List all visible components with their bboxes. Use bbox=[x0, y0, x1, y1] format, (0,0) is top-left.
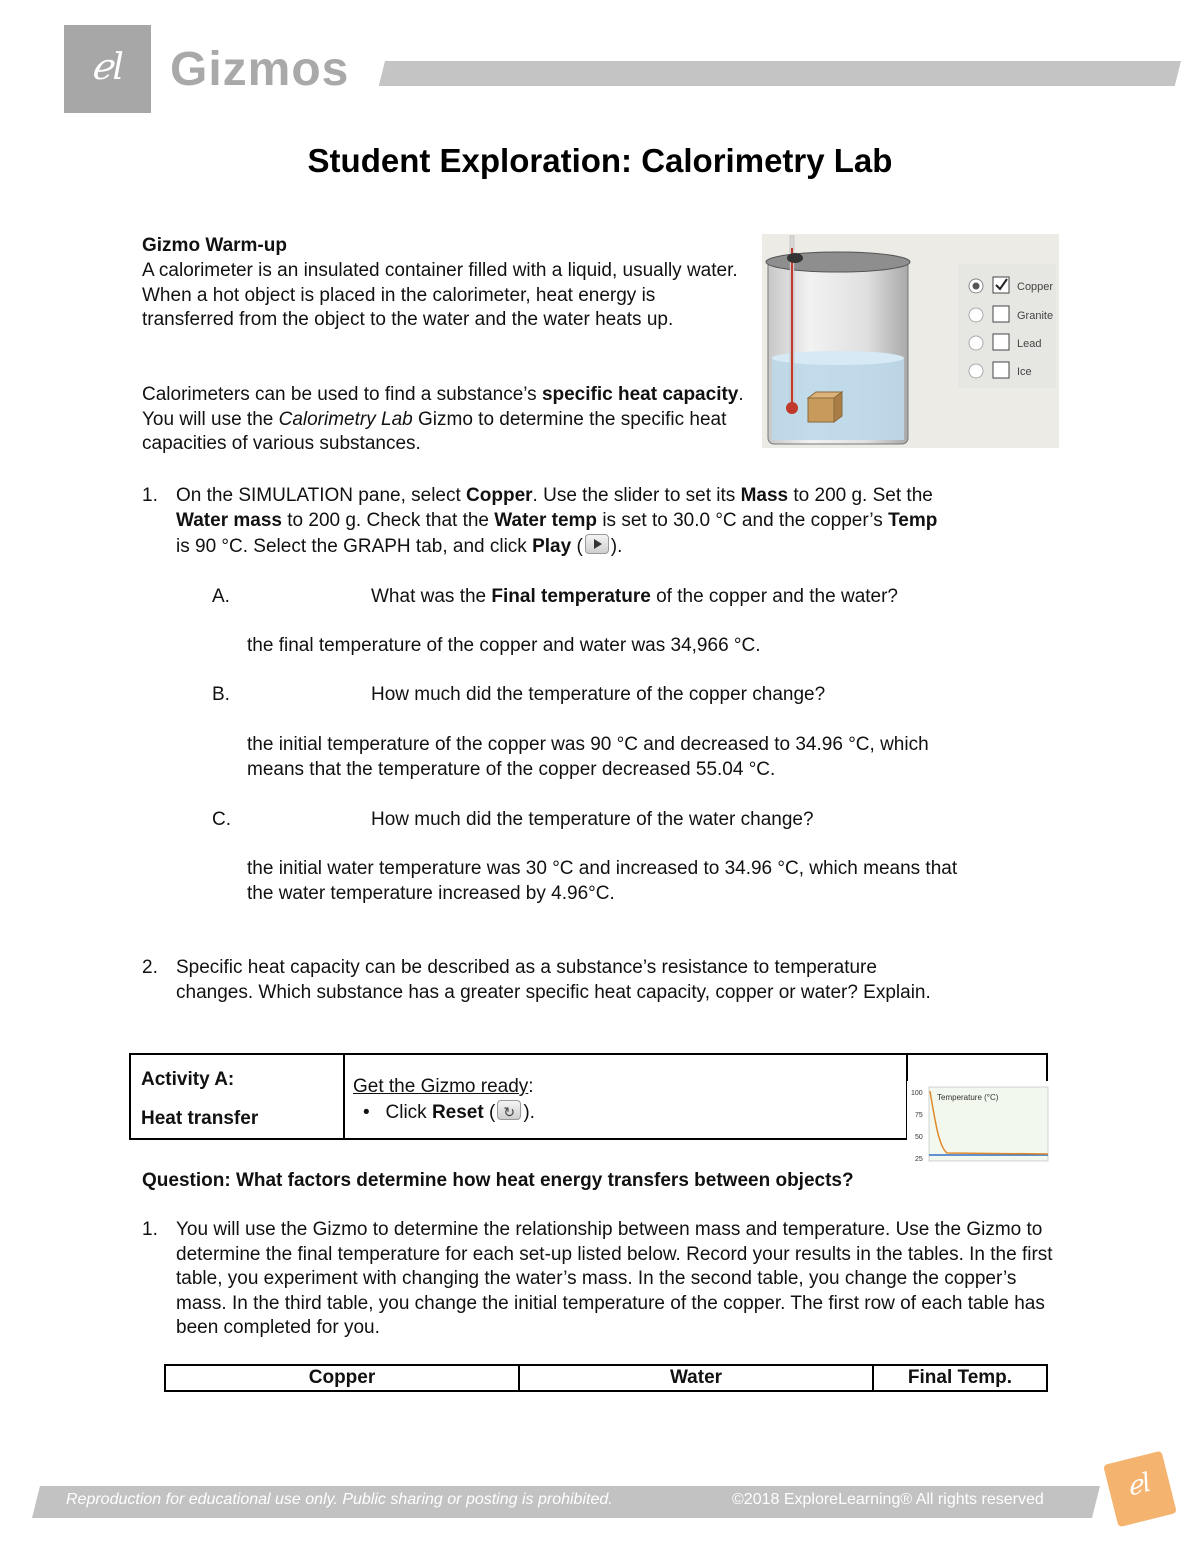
q1-line-3: is 90 °C. Select the GRAPH tab, and click Play ( ). bbox=[176, 536, 623, 557]
q1c-letter: C. bbox=[212, 809, 231, 830]
q1c-answer-line-2: the water temperature increased by 4.96°C. bbox=[247, 883, 615, 904]
footer-logo-mark: ℯl bbox=[1123, 1467, 1155, 1503]
graph-tick-100: 100 bbox=[911, 1090, 923, 1097]
driving-question: Question: What factors determine how heat energy transfers between objects? bbox=[142, 1170, 854, 1191]
footer-logo bbox=[1103, 1451, 1177, 1528]
gizmo-ready-heading: Get the Gizmo ready: bbox=[353, 1076, 534, 1097]
q1b-answer-line-1: the initial temperature of the copper was 90 °C and decreased to 34.96 °C, which bbox=[247, 734, 929, 755]
footer-disclaimer: Reproduction for educational use only. Public sharing or posting is prohibited. bbox=[66, 1491, 613, 1508]
q1b-question: How much did the temperature of the copper change? bbox=[371, 684, 826, 705]
temperature-graph bbox=[907, 1081, 1050, 1165]
q2-line-2: changes. Which substance has a greater specific heat capacity, copper or water? Explain. bbox=[176, 982, 931, 1003]
activity-label-cell bbox=[131, 1055, 345, 1138]
q1a-question: What was the Final temperature of the copper and the water? bbox=[371, 586, 898, 607]
option-lead: Lead bbox=[1017, 338, 1042, 350]
activity-q1-text: You will use the Gizmo to determine the relationship between mass and temperature. Use the Gizmo to determine the final temperature for each set-up listed below. Record your results in the tables. In the first table, you experiment with changing the water’s mass. In the second table, you change the copper’s mass. In the third table, you change the initial temperature of the copper. The first row of each table has been completed for you. bbox=[176, 1219, 1053, 1339]
q1c-answer-line-1: the initial water temperature was 30 °C and increased to 34.96 °C, which means that bbox=[247, 858, 958, 879]
warmup-paragraph-1: A calorimeter is an insulated container filled with a liquid, usually water. When a hot object is placed in the calorimeter, heat energy is transferred from the object to the water and the water heats up. bbox=[142, 260, 738, 331]
option-copper: Copper bbox=[1017, 281, 1054, 293]
graph-tick-50: 50 bbox=[915, 1134, 923, 1141]
option-granite: Granite bbox=[1017, 310, 1054, 322]
calorimeter-simulation-image bbox=[762, 234, 1059, 448]
q1-line-1: On the SIMULATION pane, select Copper. Use the slider to set its Mass to 200 g. Set the bbox=[176, 485, 933, 506]
play-icon bbox=[585, 534, 609, 554]
graph-tick-25: 25 bbox=[915, 1156, 923, 1163]
page-title: Student Exploration: Calorimetry Lab bbox=[307, 142, 893, 179]
graph-tick-75: 75 bbox=[915, 1112, 923, 1119]
calorimeter-illustration bbox=[762, 234, 1059, 448]
column-final-temp: Final Temp. bbox=[907, 1367, 1013, 1388]
header-bar bbox=[379, 61, 1181, 86]
column-water: Water bbox=[520, 1366, 874, 1390]
activity-subtitle: Heat transfer bbox=[141, 1108, 259, 1129]
activity-q1-number: 1. bbox=[142, 1219, 158, 1240]
graph-title: Temperature (°C) bbox=[937, 1093, 999, 1102]
warmup-heading: Gizmo Warm-up bbox=[142, 235, 287, 256]
explorelearning-logo bbox=[64, 25, 151, 113]
logo-mark: ℯl bbox=[91, 47, 124, 88]
q1a-letter: A. bbox=[212, 586, 230, 607]
q1-number: 1. bbox=[142, 485, 158, 506]
brand-name: Gizmos bbox=[170, 43, 350, 96]
q1b-answer-line-2: means that the temperature of the copper decreased 55.04 °C. bbox=[247, 759, 776, 780]
column-copper: Copper bbox=[166, 1366, 520, 1390]
option-ice: Ice bbox=[1017, 366, 1032, 378]
q1c-question: How much did the temperature of the water change? bbox=[371, 809, 814, 830]
warmup-paragraph-2: Calorimeters can be used to find a substance’s specific heat capacity. You will use the Calorimetry Lab Gizmo to determine the specific heat capacities of various substances. bbox=[142, 384, 744, 455]
q1-line-2: Water mass to 200 g. Check that the Water temp is set to 30.0 °C and the copper’s Temp bbox=[176, 510, 938, 531]
q2-number: 2. bbox=[142, 957, 158, 978]
footer-copyright: ©2018 ExploreLearning® All rights reserved bbox=[732, 1491, 1044, 1508]
q1b-letter: B. bbox=[212, 684, 230, 705]
activity-label: Activity A: bbox=[141, 1069, 235, 1090]
q1a-answer: the final temperature of the copper and water was 34,966 °C. bbox=[247, 635, 761, 656]
reset-icon bbox=[497, 1100, 521, 1120]
q2-line-1: Specific heat capacity can be described as a substance’s resistance to temperature bbox=[176, 957, 877, 978]
results-table-header bbox=[164, 1364, 1048, 1392]
temperature-graph-thumbnail bbox=[907, 1081, 1050, 1165]
reset-instruction: • Click Reset (↻ ). bbox=[363, 1100, 535, 1126]
